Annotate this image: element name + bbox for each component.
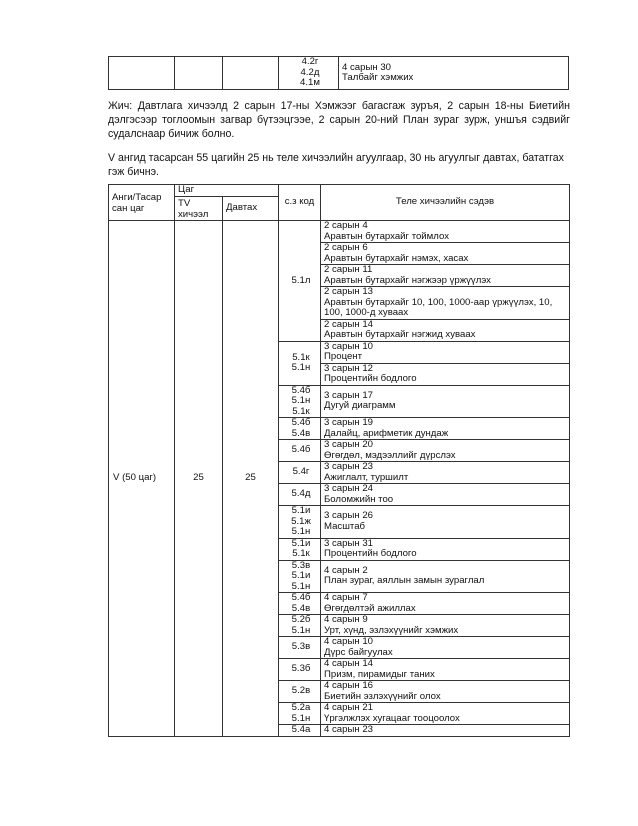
code-line: 5.4в (291, 427, 311, 439)
topic-line: План зураг, аяллын замын зураглал (324, 575, 485, 587)
plan-line: гэж бичнэ. (108, 166, 160, 178)
topic-line: 3 сарын 23 (324, 461, 373, 472)
topic-line: 3 сарын 20 (324, 439, 373, 450)
topic-line: 4 сарын 30 (342, 61, 391, 73)
topic-cell (321, 538, 570, 560)
empty-cell (223, 57, 279, 90)
topic-line: Аравтын бутархайг 10, 100, 1000-аар үржүүлэх, 10, (324, 296, 553, 308)
code-line: 5.1н (291, 580, 311, 592)
code-cell (279, 560, 321, 593)
code-line: 5.4д (291, 488, 311, 500)
topic-line: 4 сарын 10 (324, 636, 373, 647)
code-line: 5.1н (291, 526, 311, 537)
topic-line: Процентийн бодлого (324, 548, 417, 559)
topic-line: 4 сарын 2 (324, 564, 368, 576)
topic-line: 2 сарын 14 (324, 319, 373, 330)
code-cell (279, 462, 321, 484)
topic-cell (321, 418, 570, 440)
code-line: 5.1н (291, 362, 311, 373)
topic-line: Биетийн эзлэхүүнийг олох (324, 690, 441, 702)
topic-line: Аравтын бутархайг нэгжээр үржүүлэх (324, 274, 491, 286)
code-cell (279, 703, 321, 725)
topic-line: Ажиглалт, туршилт (324, 471, 409, 483)
topic-line: Дүрс байгуулах (324, 646, 393, 658)
topic-line: Урт, хүнд, эзлэхүүнийг хэмжих (324, 624, 459, 636)
header-row (109, 185, 570, 197)
code-cell (279, 615, 321, 637)
topic-cell (321, 385, 570, 418)
code-line: 5.1л (291, 274, 311, 286)
top-partial-table (108, 56, 569, 90)
topic-cell (339, 57, 569, 90)
note-line: судалснаар бичиж болно. (108, 128, 235, 140)
grade-header (109, 185, 175, 221)
code-cell (279, 221, 321, 342)
topic-line: Дугуй диаграмм (324, 400, 396, 412)
code-line: 5.1и (291, 538, 311, 549)
schedule-table (108, 184, 570, 737)
review-hours-cell: 25 (223, 221, 279, 737)
code-cell (279, 440, 321, 462)
topic-line: 4 сарын 7 (324, 592, 368, 603)
code-cell (279, 538, 321, 560)
topic-line: 4 сарын 23 (324, 724, 373, 735)
topic-cell (321, 221, 570, 243)
code-line: 5.2б (291, 614, 311, 625)
note-line: дэлгэсээр тоглоомын загвар бүтээцгээе, 2 сарын 20-ний План зураг зурж, уншъя сэдвийг (108, 114, 570, 126)
code-cell (279, 57, 339, 90)
code-cell (279, 418, 321, 440)
topic-line: Процентийн бодлого (324, 373, 417, 384)
topic-line: 3 сарын 24 (324, 483, 373, 494)
topic-line: 4 сарын 14 (324, 658, 373, 669)
code-line: 5.4б (291, 385, 311, 396)
code-cell (279, 681, 321, 703)
plan-paragraph (108, 151, 570, 179)
code-line: 4.2д (300, 66, 320, 78)
hours-header: Цаг (175, 185, 279, 197)
topic-header: Теле хичээлийн сэдэв (321, 185, 570, 221)
code-line: 5.1к (292, 351, 310, 363)
topic-cell (321, 484, 570, 506)
topic-cell (321, 725, 570, 737)
topic-line: 2 сарын 4 (324, 220, 368, 231)
topic-cell (321, 659, 570, 681)
topic-line: Призм, пирамидыг таних (324, 668, 435, 680)
topic-line: 4 сарын 9 (324, 614, 368, 625)
code-cell (279, 385, 321, 418)
topic-line: 3 сарын 31 (324, 538, 373, 549)
topic-line: 4 сарын 16 (324, 680, 373, 691)
code-cell (279, 506, 321, 539)
topic-line: 3 сарын 10 (324, 341, 373, 352)
topic-line: 4 сарын 21 (324, 702, 373, 713)
topic-cell (321, 265, 570, 287)
code-line: 5.1и (291, 570, 311, 581)
code-line: 5.1к (292, 405, 310, 417)
code-line: 4.1м (300, 77, 320, 89)
grade-header-line: сан цаг (112, 202, 145, 214)
table-row (109, 221, 570, 243)
topic-cell (321, 593, 570, 615)
tv-hours-cell: 25 (175, 221, 223, 737)
topic-line: 3 сарын 26 (324, 510, 373, 522)
grade-header-line: Анги/Тасар (112, 191, 162, 203)
empty-cell (175, 57, 223, 90)
code-line: 5.4а (291, 724, 311, 735)
topic-line: Процент (324, 351, 362, 362)
topic-line: Аравтын бутархайг нэмэх, хасах (324, 252, 469, 264)
topic-line: Өгөгдөл, мэдээллийг дүрслэх (324, 449, 456, 461)
code-cell (279, 659, 321, 681)
topic-line: Өгөгдөлтэй ажиллах (324, 602, 416, 614)
code-line: 4.2г (301, 56, 319, 68)
topic-cell (321, 560, 570, 593)
topic-cell (321, 681, 570, 703)
review-header: Давтах (223, 197, 279, 221)
tv-header (175, 197, 223, 221)
topic-cell (321, 341, 570, 363)
topic-line: 2 сарын 11 (324, 264, 373, 275)
grade-cell: V (50 цаг) (109, 221, 175, 737)
topic-line: Далайц, арифметик дундаж (324, 427, 449, 439)
topic-line: 2 сарын 6 (324, 242, 368, 253)
code-cell (279, 341, 321, 385)
topic-line: Аравтын бутархайг нэгжид хуваах (324, 329, 476, 340)
note-line: Жич: Давтлага хичээлд 2 сарын 17-ны Хэмжээг багасгаж зуръя, 2 сарын 18-ны Биетийн (108, 100, 570, 112)
topic-cell (321, 243, 570, 265)
code-line: 5.1и (291, 505, 311, 516)
topic-cell (321, 703, 570, 725)
topic-line: 3 сарын 17 (324, 389, 373, 401)
topic-line: Боломжийн тоо (324, 493, 394, 505)
topic-line: Талбайг хэмжих (342, 72, 414, 83)
code-line: 5.1н (291, 712, 311, 724)
code-line: 5.3б (291, 663, 311, 675)
code-line: 5.3в (291, 641, 311, 653)
topic-line: 2 сарын 13 (324, 286, 373, 297)
code-line: 5.1к (292, 548, 310, 559)
code-line: 5.4б (291, 444, 311, 456)
topic-line: Масштаб (324, 520, 366, 532)
code-line: 5.1н (291, 624, 311, 636)
code-cell (279, 593, 321, 615)
topic-cell (321, 363, 570, 385)
plan-line: V ангид тасарсан 55 цагийн 25 нь теле хичээлийн агуулгаар, 30 нь агуулгыг давтах, бататгах (108, 152, 564, 164)
note-paragraph (108, 99, 570, 141)
tv-header-line: хичээл (178, 208, 209, 220)
topic-cell (321, 637, 570, 659)
code-cell (279, 637, 321, 659)
topic-line: Үргэлжлэх хугацааг тооцоолох (324, 712, 460, 724)
code-line: 5.3в (291, 560, 311, 571)
topic-line: 100, 1000-д хуваах (324, 307, 409, 318)
tv-header-line: TV (178, 197, 191, 209)
topic-cell (321, 615, 570, 637)
topic-cell (321, 506, 570, 539)
topic-cell (321, 462, 570, 484)
code-line: 5.2а (291, 702, 311, 713)
code-line: 5.2в (291, 685, 311, 697)
code-line: 5.1ж (291, 515, 311, 527)
code-line: 5.1н (291, 395, 311, 406)
code-line: 5.4б (291, 417, 311, 428)
topic-cell (321, 440, 570, 462)
topic-cell (321, 319, 570, 341)
code-line: 5.4в (291, 602, 311, 614)
topic-line: 3 сарын 19 (324, 417, 373, 428)
topic-cell (321, 287, 570, 320)
empty-cell (109, 57, 175, 90)
code-line: 5.4г (292, 466, 310, 478)
topic-line: Аравтын бутархайг тоймлох (324, 230, 449, 242)
code-header: с.з код (279, 185, 321, 221)
code-cell (279, 484, 321, 506)
code-cell (279, 725, 321, 737)
code-line: 5.4б (291, 592, 311, 603)
topic-line: 3 сарын 12 (324, 363, 373, 374)
table-row (109, 57, 569, 90)
